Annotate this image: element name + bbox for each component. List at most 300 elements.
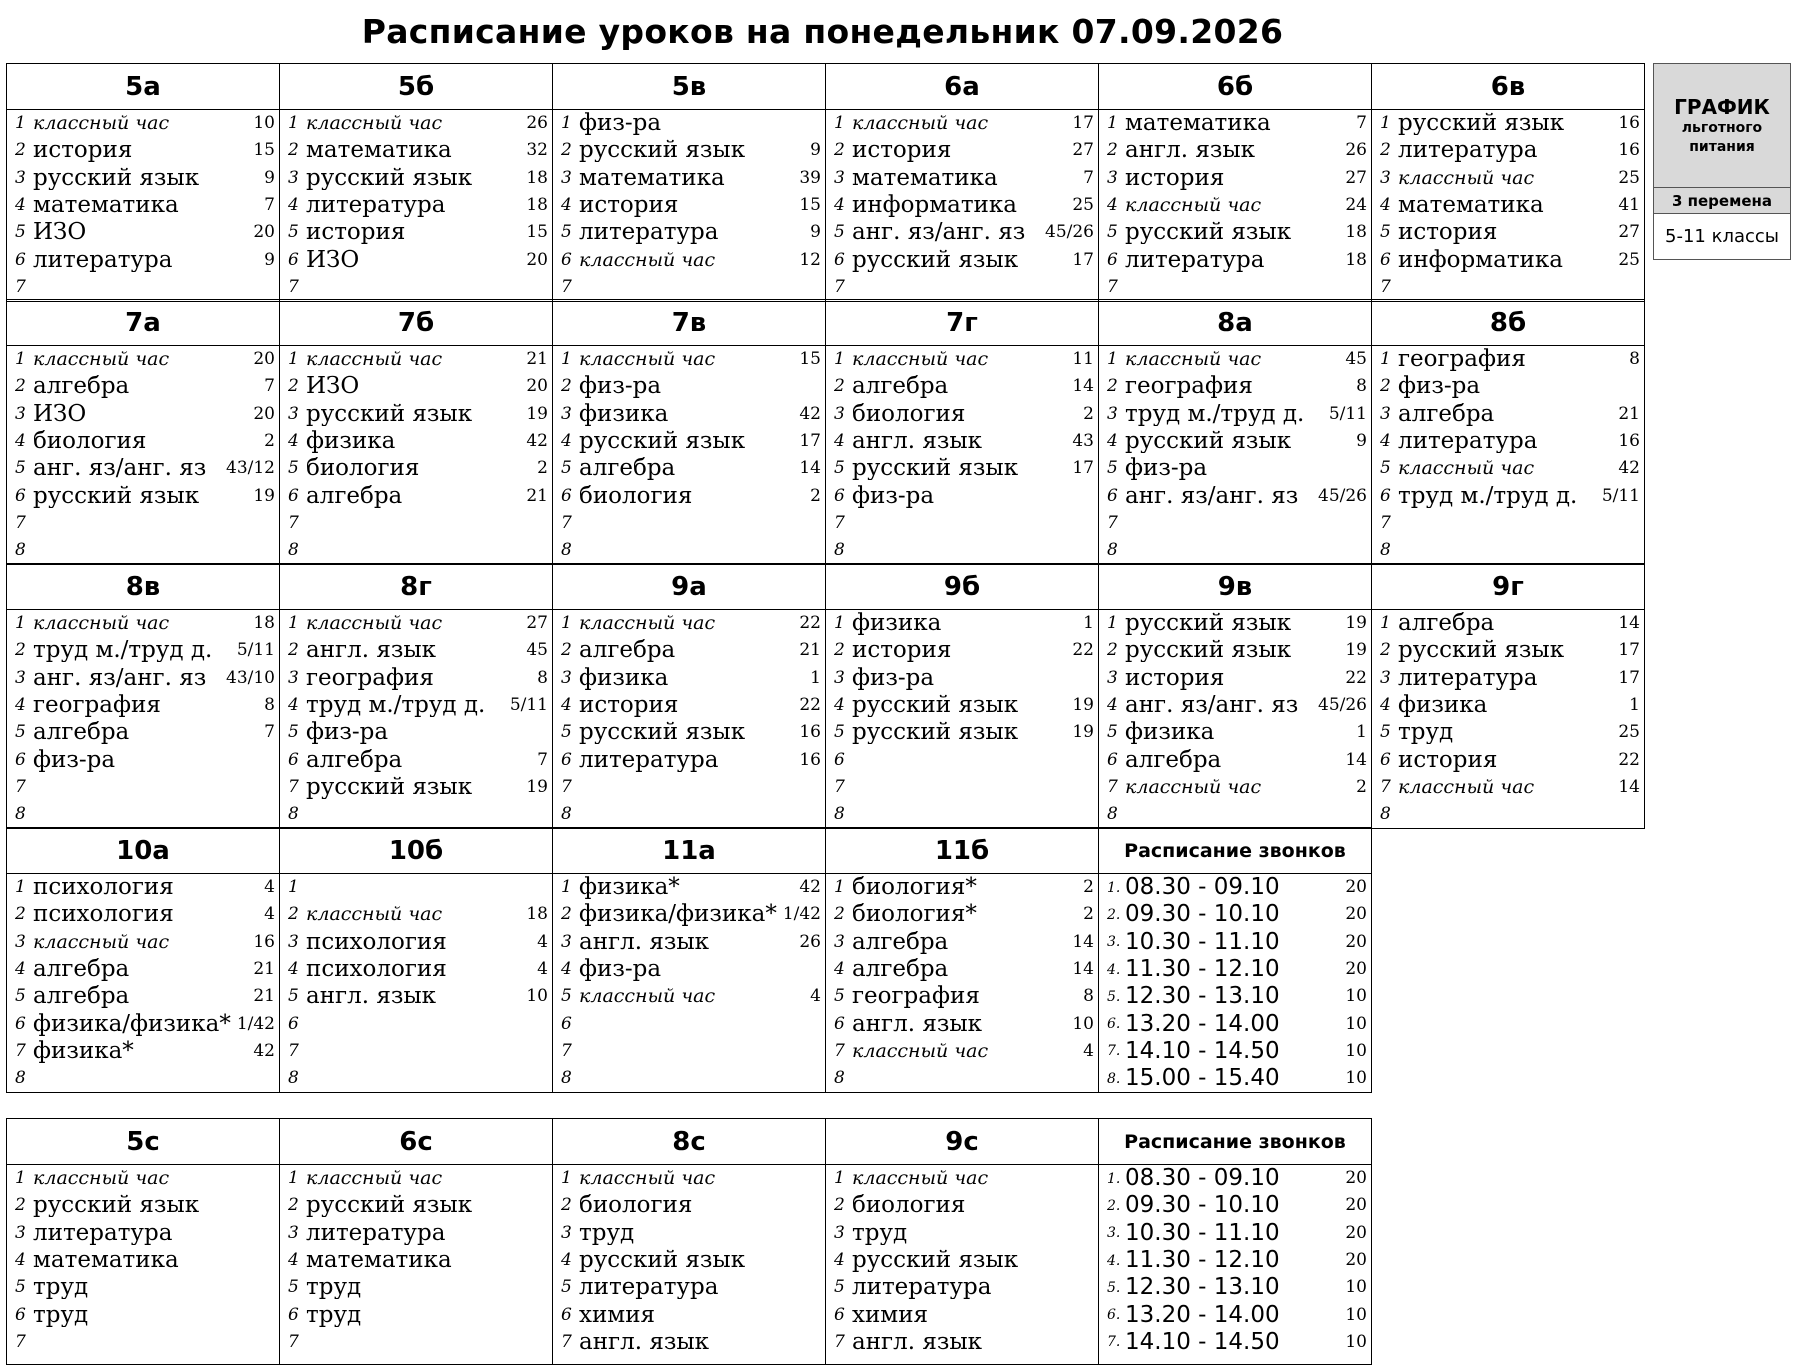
lesson-number: 3 [1380, 167, 1391, 188]
room-number: 2 [537, 458, 548, 479]
lesson-subject: русский язык [1398, 112, 1565, 136]
bell-time: 12.30 - 13.10 [1125, 985, 1280, 1009]
lesson-subject: математика [33, 194, 179, 218]
lesson-row [280, 192, 552, 219]
lesson-subject: алгебра [33, 721, 130, 745]
lesson-row [7, 665, 279, 692]
lesson-number: 6 [834, 749, 845, 770]
lesson-subject: классный час [306, 114, 443, 134]
room-number: 17 [1618, 667, 1640, 688]
lesson-row [553, 1038, 825, 1065]
lesson-number: 6 [561, 249, 572, 270]
lesson-subject: биология [33, 430, 147, 454]
break-minutes: 10 [1345, 1013, 1367, 1034]
room-number: 17 [1072, 113, 1094, 134]
room-number: 1 [1629, 695, 1640, 716]
lesson-number: 4 [15, 431, 26, 452]
lesson-row [7, 983, 279, 1010]
lesson-subject: биология* [852, 876, 977, 900]
lesson-row [553, 537, 825, 564]
class-lessons-cell [553, 610, 826, 829]
room-number: 22 [799, 613, 821, 634]
lesson-number: 1 [15, 113, 26, 134]
lesson-row [553, 482, 825, 509]
page-title: Расписание уроков на понедельник 07.09.2026 [361, 12, 1284, 51]
room-number: 12 [799, 249, 821, 270]
lesson-number: 6 [288, 1013, 299, 1034]
lesson-row [553, 1165, 825, 1192]
room-number: 20 [526, 376, 548, 397]
bell-row [1099, 1010, 1371, 1037]
lesson-subject: классный час [1125, 350, 1262, 370]
bell-row [1099, 1038, 1371, 1065]
class-lessons-cell [1099, 610, 1372, 829]
lesson-number: 3 [15, 931, 26, 952]
lesson-subject: труд [1398, 721, 1454, 745]
lesson-number: 4. [1107, 1252, 1121, 1269]
lesson-subject: информатика [1398, 248, 1563, 272]
lesson-row [1372, 510, 1644, 537]
lesson-number: 4 [834, 431, 845, 452]
lesson-number: 4 [15, 195, 26, 216]
lesson-number: 7 [561, 1040, 572, 1061]
break-minutes: 10 [1345, 1304, 1367, 1325]
lesson-number: 7 [561, 276, 572, 297]
class-lessons-cell [280, 346, 553, 565]
room-number: 10 [526, 986, 548, 1007]
lesson-row [553, 1220, 825, 1247]
lesson-subject: физика* [33, 1039, 134, 1063]
lesson-number: 2 [288, 1195, 299, 1216]
lesson-number: 3 [288, 667, 299, 688]
class-lessons-cell [280, 610, 553, 829]
lesson-subject: физ-ра [579, 958, 662, 982]
lesson-number: 4 [288, 1250, 299, 1271]
lesson-subject: анг. яз/анг. яз [1125, 694, 1299, 718]
lesson-number: 6 [288, 485, 299, 506]
lesson-row [826, 455, 1098, 482]
lesson-row [553, 665, 825, 692]
lesson-subject: физика [579, 402, 669, 426]
lesson-subject: русский язык [306, 1194, 473, 1218]
lesson-number: 8 [288, 540, 299, 561]
class-header: 11б [826, 828, 1099, 874]
lesson-number: 5 [834, 986, 845, 1007]
room-number: 25 [1618, 249, 1640, 270]
room-number: 21 [1618, 403, 1640, 424]
lesson-number: 2 [561, 140, 572, 161]
lesson-number: 4 [1380, 195, 1391, 216]
lesson-row [553, 746, 825, 773]
room-number: 2 [1083, 904, 1094, 925]
lesson-row [826, 692, 1098, 719]
lesson-subject: география [1398, 348, 1526, 372]
lesson-row [1099, 455, 1371, 482]
lesson-number: 1 [1107, 113, 1118, 134]
room-number: 18 [1345, 222, 1367, 243]
room-number: 4 [810, 986, 821, 1007]
class-header: 5в [553, 64, 826, 110]
class-header: 8в [7, 564, 280, 610]
lesson-number: 5 [15, 458, 26, 479]
lesson-row [826, 274, 1098, 301]
class-lessons-cell [1372, 610, 1645, 829]
lesson-row [280, 346, 552, 373]
room-number: 18 [526, 195, 548, 216]
lesson-row [7, 482, 279, 509]
bell-time: 11.30 - 12.10 [1125, 958, 1280, 982]
lesson-number: 5. [1107, 1279, 1121, 1296]
lesson-number: 2 [1380, 140, 1391, 161]
room-number: 9 [264, 249, 275, 270]
room-number: 4 [264, 904, 275, 925]
class-lessons-cell [553, 346, 826, 565]
lesson-row [280, 774, 552, 801]
schedule-row-2 [6, 299, 1645, 565]
lesson-row [553, 1192, 825, 1219]
class-lessons-cell [7, 346, 280, 565]
lesson-subject: русский язык [1125, 430, 1292, 454]
room-number: 16 [1618, 431, 1640, 452]
lesson-number: 7 [834, 776, 845, 797]
lesson-row [826, 110, 1098, 137]
class-lessons-cell [1372, 346, 1645, 565]
lesson-number: 1 [834, 349, 845, 370]
bell-time: 10.30 - 11.10 [1125, 1221, 1280, 1245]
room-number: 21 [253, 959, 275, 980]
room-number: 42 [799, 877, 821, 898]
lesson-number: 5 [834, 722, 845, 743]
lesson-subject: ИЗО [33, 221, 87, 245]
meal-break: 3 перемена [1654, 188, 1791, 214]
lesson-subject: психология [33, 876, 174, 900]
lesson-row [7, 1220, 279, 1247]
lesson-number: 6 [1107, 249, 1118, 270]
class-header: 11а [553, 828, 826, 874]
lesson-row [826, 373, 1098, 400]
lesson-number: 8 [834, 804, 845, 825]
class-lessons-cell [1372, 110, 1645, 302]
lesson-number: 1 [1380, 613, 1391, 634]
lesson-row [553, 510, 825, 537]
lesson-row [1099, 610, 1371, 637]
lesson-number: 1 [15, 613, 26, 634]
class-lessons-cell [826, 110, 1099, 302]
lesson-number: 1 [288, 613, 299, 634]
lesson-number: 7 [288, 1040, 299, 1061]
room-number: 7 [264, 722, 275, 743]
lesson-subject: классный час [33, 114, 170, 134]
bell-schedule-cell [1099, 874, 1372, 1093]
lesson-number: 2. [1107, 906, 1121, 923]
lesson-row [553, 610, 825, 637]
room-number: 17 [1618, 640, 1640, 661]
lesson-number: 1 [15, 877, 26, 898]
lesson-row [7, 901, 279, 928]
lesson-number: 4 [1380, 431, 1391, 452]
room-number: 8 [1083, 986, 1094, 1007]
room-number: 17 [1072, 249, 1094, 270]
class-header: 9б [826, 564, 1099, 610]
room-number: 10 [253, 113, 275, 134]
class-lessons-cell [1099, 346, 1372, 565]
room-number: 16 [1618, 113, 1640, 134]
lesson-row [553, 1065, 825, 1092]
class-lessons-cell [280, 1165, 553, 1365]
lesson-subject: анг. яз/анг. яз [33, 666, 207, 690]
room-number: 39 [799, 167, 821, 188]
lesson-subject: алгебра [1125, 748, 1222, 772]
lesson-row [1372, 137, 1644, 164]
lesson-row [280, 1010, 552, 1037]
room-number: 19 [526, 776, 548, 797]
break-minutes: 20 [1345, 1250, 1367, 1271]
room-number: 14 [799, 458, 821, 479]
lesson-number: 3 [834, 1222, 845, 1243]
lesson-row [826, 1274, 1098, 1301]
lesson-subject: труд [33, 1276, 89, 1300]
room-number: 15 [799, 349, 821, 370]
room-number: 14 [1618, 613, 1640, 634]
lesson-subject: физ-ра [579, 375, 662, 399]
lesson-number: 4 [834, 1250, 845, 1271]
lesson-number: 5 [1107, 458, 1118, 479]
lesson-subject: классный час [1125, 196, 1262, 216]
lesson-subject: труд м./труд д. [1125, 402, 1305, 426]
lesson-row [280, 901, 552, 928]
lesson-row [280, 401, 552, 428]
lesson-number: 2 [561, 376, 572, 397]
lesson-subject: анг. яз/анг. яз [1125, 484, 1299, 508]
lesson-number: 1 [1380, 113, 1391, 134]
room-number: 45 [1345, 349, 1367, 370]
lesson-subject: алгебра [306, 484, 403, 508]
lesson-row [1372, 192, 1644, 219]
lesson-subject: биология [579, 1194, 693, 1218]
lesson-row [553, 1274, 825, 1301]
lesson-number: 4 [1107, 695, 1118, 716]
lesson-number: 8 [288, 1068, 299, 1089]
lesson-subject: классный час [306, 905, 443, 925]
lesson-number: 3 [15, 1222, 26, 1243]
lesson-row [826, 929, 1098, 956]
lesson-row [7, 346, 279, 373]
lesson-subject: математика [33, 1249, 179, 1273]
lesson-number: 7 [834, 512, 845, 533]
room-number: 7 [537, 749, 548, 770]
lesson-subject: история [33, 139, 133, 163]
lesson-number: 3 [1380, 667, 1391, 688]
room-number: 41 [1618, 195, 1640, 216]
lesson-row [1099, 692, 1371, 719]
lesson-row [826, 901, 1098, 928]
lesson-row [1099, 192, 1371, 219]
room-number: 24 [1345, 195, 1367, 216]
lesson-row [280, 1038, 552, 1065]
lesson-subject: алгебра [852, 958, 949, 982]
lesson-number: 1 [288, 349, 299, 370]
lesson-number: 8 [15, 540, 26, 561]
lesson-number: 1 [834, 613, 845, 634]
lesson-number: 3 [1107, 667, 1118, 688]
lesson-number: 4 [1107, 431, 1118, 452]
lesson-row [826, 1301, 1098, 1328]
room-number: 15 [799, 195, 821, 216]
lesson-row [1099, 165, 1371, 192]
meal-schedule-subtitle-1: льготного [1681, 120, 1763, 137]
lesson-number: 5 [834, 1277, 845, 1298]
lesson-number: 2 [1107, 376, 1118, 397]
lesson-subject: история [1125, 166, 1225, 190]
lesson-row [7, 274, 279, 301]
lesson-row [1372, 774, 1644, 801]
lesson-subject: литература [1125, 248, 1265, 272]
lesson-row [553, 1301, 825, 1328]
lesson-subject: труд [852, 1221, 908, 1245]
lesson-row [553, 274, 825, 301]
lesson-number: 5 [1380, 222, 1391, 243]
break-minutes: 10 [1345, 986, 1367, 1007]
lesson-subject: литература [1398, 139, 1538, 163]
lesson-row [553, 373, 825, 400]
lesson-subject: труд м./труд д. [33, 639, 213, 663]
lesson-row [1372, 482, 1644, 509]
lesson-number: 2 [288, 904, 299, 925]
room-number: 14 [1072, 959, 1094, 980]
lesson-subject: классный час [579, 350, 716, 370]
lesson-number: 4 [15, 695, 26, 716]
lesson-subject: история [852, 139, 952, 163]
room-number: 19 [253, 485, 275, 506]
lesson-number: 3 [288, 167, 299, 188]
lesson-number: 5 [1107, 722, 1118, 743]
lesson-row [1099, 373, 1371, 400]
lesson-number: 6 [1107, 749, 1118, 770]
lesson-number: 6 [1107, 485, 1118, 506]
lesson-number: 5 [15, 222, 26, 243]
class-header: 8б [1372, 300, 1645, 346]
room-number: 42 [253, 1040, 275, 1061]
lesson-subject: классный час [579, 614, 716, 634]
lesson-subject: анг. яз/анг. яз [852, 221, 1026, 245]
class-lessons-cell [553, 110, 826, 302]
lesson-subject: физика/физика* [33, 1012, 231, 1036]
lesson-number: 5 [1107, 222, 1118, 243]
class-lessons-cell [826, 1165, 1099, 1365]
lesson-subject: анг. яз/анг. яз [33, 457, 207, 481]
lesson-row [826, 219, 1098, 246]
lesson-number: 8 [561, 1068, 572, 1089]
room-number: 8 [537, 667, 548, 688]
lesson-row [553, 1247, 825, 1274]
room-number: 5/11 [509, 695, 548, 716]
room-number: 22 [1072, 640, 1094, 661]
lesson-subject: литература [1398, 430, 1538, 454]
room-number: 7 [1083, 167, 1094, 188]
lesson-number: 6 [834, 249, 845, 270]
lesson-number: 6 [834, 485, 845, 506]
lesson-row [7, 165, 279, 192]
lesson-number: 8 [1107, 804, 1118, 825]
room-number: 17 [799, 431, 821, 452]
lesson-subject: география [852, 985, 980, 1009]
lesson-number: 8 [561, 540, 572, 561]
room-number: 2 [1083, 877, 1094, 898]
lesson-number: 4 [288, 195, 299, 216]
lesson-subject: география [306, 666, 434, 690]
lesson-number: 5 [561, 1277, 572, 1298]
lesson-number: 5 [561, 722, 572, 743]
room-number: 22 [1345, 667, 1367, 688]
lesson-number: 8 [1107, 540, 1118, 561]
lesson-row [280, 1165, 552, 1192]
lesson-row [7, 455, 279, 482]
lesson-subject: ИЗО [306, 375, 360, 399]
room-number: 43/12 [226, 458, 275, 479]
lesson-number: 7 [1107, 776, 1118, 797]
lesson-subject: литература [1398, 666, 1538, 690]
lesson-number: 5 [834, 458, 845, 479]
class-lessons-cell [826, 610, 1099, 829]
lesson-subject: классный час [33, 350, 170, 370]
lesson-subject: физика/физика* [579, 903, 777, 927]
lesson-row [7, 1247, 279, 1274]
lesson-number: 3 [288, 403, 299, 424]
room-number: 2 [1356, 776, 1367, 797]
lesson-row [280, 874, 552, 901]
lesson-number: 2 [834, 1195, 845, 1216]
bell-row [1099, 956, 1371, 983]
lesson-number: 3 [15, 403, 26, 424]
lesson-number: 3 [561, 167, 572, 188]
lesson-number: 1 [288, 877, 299, 898]
lesson-row [553, 346, 825, 373]
lesson-subject: русский язык [306, 166, 473, 190]
lesson-row [7, 637, 279, 664]
lesson-subject: алгебра [1398, 402, 1495, 426]
lesson-row [826, 1010, 1098, 1037]
lesson-subject: физика [306, 430, 396, 454]
class-header: 5с [7, 1119, 280, 1165]
lesson-number: 8 [834, 540, 845, 561]
break-minutes: 10 [1345, 1277, 1367, 1298]
lesson-row [7, 219, 279, 246]
lesson-subject: алгебра [852, 930, 949, 954]
class-lessons-cell [280, 110, 553, 302]
lesson-row [280, 956, 552, 983]
room-number: 45 [526, 640, 548, 661]
lesson-row [280, 1301, 552, 1328]
bell-row [1099, 1165, 1371, 1192]
room-number: 19 [1072, 722, 1094, 743]
lesson-number: 3 [834, 167, 845, 188]
lesson-row [826, 1065, 1098, 1092]
lesson-row [826, 246, 1098, 273]
lesson-number: 1 [834, 1168, 845, 1189]
room-number: 2 [1083, 403, 1094, 424]
lesson-row [280, 801, 552, 828]
lesson-number: 2 [1107, 640, 1118, 661]
class-header: 9в [1099, 564, 1372, 610]
lesson-row [826, 1192, 1098, 1219]
lesson-row [280, 455, 552, 482]
lesson-row [1372, 692, 1644, 719]
lesson-row [280, 537, 552, 564]
lesson-subject: физ-ра [33, 748, 116, 772]
lesson-subject: русский язык [33, 166, 200, 190]
lesson-row [826, 637, 1098, 664]
lesson-number: 6 [561, 1013, 572, 1034]
